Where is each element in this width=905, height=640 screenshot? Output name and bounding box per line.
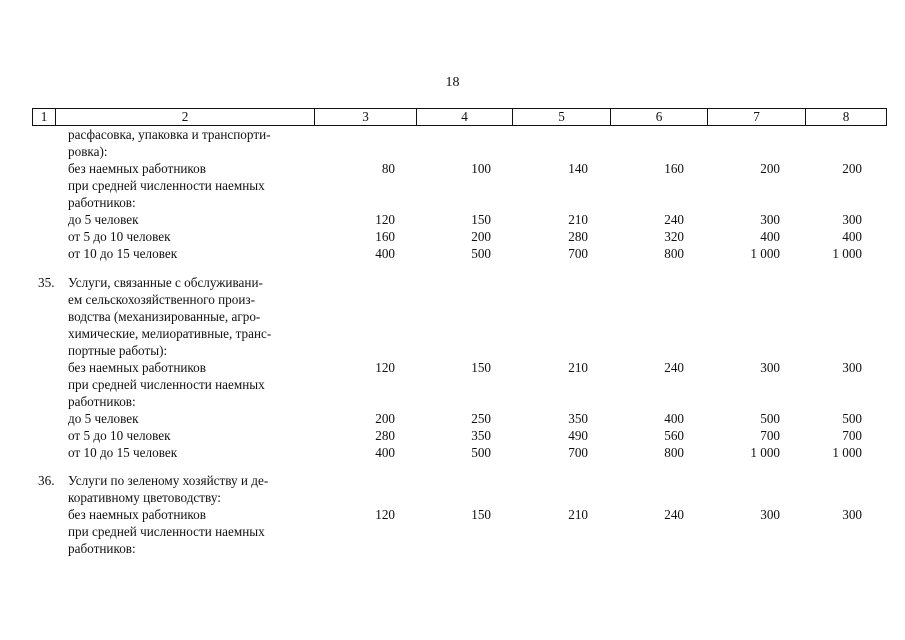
- cell-col-6: 560: [664, 428, 684, 443]
- row-label: без наемных работников: [68, 161, 206, 176]
- cell-col-7: 700: [760, 428, 780, 443]
- cell-col-4: 500: [471, 445, 491, 460]
- cell-col-7: 200: [760, 161, 780, 176]
- cell-col-8: 1 000: [832, 445, 862, 460]
- header-col-3: 3: [314, 108, 416, 126]
- cell-col-4: 250: [471, 411, 491, 426]
- cell-col-6: 800: [664, 246, 684, 261]
- cell-col-8: 1 000: [832, 246, 862, 261]
- table-row: [0, 427, 905, 444]
- row-label: ем сельскохозяйственного произ-: [68, 292, 256, 307]
- cell-col-6: 160: [664, 161, 684, 176]
- cell-col-3: 120: [375, 360, 395, 375]
- table-row: [0, 143, 905, 160]
- table-row: [0, 194, 905, 211]
- cell-col-8: 300: [842, 360, 862, 375]
- row-label: от 5 до 10 человек: [68, 229, 171, 244]
- row-label: до 5 человек: [68, 212, 139, 227]
- table-row: [0, 245, 905, 262]
- table-row: [0, 540, 905, 557]
- cell-col-6: 800: [664, 445, 684, 460]
- table-row: [0, 410, 905, 427]
- cell-col-5: 210: [568, 360, 588, 375]
- page-number: 18: [445, 75, 460, 90]
- table-row: [0, 177, 905, 194]
- header-col-1: 1: [32, 108, 55, 126]
- table-row: [0, 211, 905, 228]
- header-col-8: 8: [805, 108, 887, 126]
- cell-col-6: 240: [664, 212, 684, 227]
- row-label: от 10 до 15 человек: [68, 246, 178, 261]
- table-row: [0, 160, 905, 177]
- row-label: до 5 человек: [68, 411, 139, 426]
- table-row: [0, 308, 905, 325]
- cell-col-3: 400: [375, 445, 395, 460]
- table-row: [0, 376, 905, 393]
- header-col-4: 4: [416, 108, 512, 126]
- cell-col-7: 300: [760, 507, 780, 522]
- table-row: [0, 472, 905, 489]
- section-36: [0, 472, 905, 557]
- table-row: [0, 325, 905, 342]
- cell-col-6: 400: [664, 411, 684, 426]
- row-label: химические, мелиоративные, транс-: [68, 326, 272, 341]
- cell-col-4: 150: [471, 212, 491, 227]
- item-number: 35.: [38, 275, 55, 290]
- row-label: работников:: [68, 541, 136, 556]
- table-row: [0, 228, 905, 245]
- table-row: [0, 489, 905, 506]
- table-row: [0, 506, 905, 523]
- table-row: [0, 523, 905, 540]
- cell-col-4: 350: [471, 428, 491, 443]
- table-row: [0, 126, 905, 143]
- row-label: портные работы):: [68, 343, 168, 358]
- cell-col-5: 490: [568, 428, 588, 443]
- cell-col-4: 200: [471, 229, 491, 244]
- row-label: водства (механизированные, агро-: [68, 309, 261, 324]
- table-row: [0, 444, 905, 461]
- row-label: от 5 до 10 человек: [68, 428, 171, 443]
- cell-col-6: 240: [664, 360, 684, 375]
- table-row: [0, 342, 905, 359]
- cell-col-8: 400: [842, 229, 862, 244]
- cell-col-6: 320: [664, 229, 684, 244]
- cell-col-7: 300: [760, 360, 780, 375]
- row-label: при средней численности наемных: [68, 524, 265, 539]
- row-label: без наемных работников: [68, 507, 206, 522]
- row-label: при средней численности наемных: [68, 178, 265, 193]
- cell-col-3: 80: [381, 161, 395, 176]
- row-label: расфасовка, упаковка и транспорти-: [68, 127, 271, 142]
- section-35: [0, 274, 905, 461]
- row-label: Услуги по зеленому хозяйству и де-: [68, 473, 269, 488]
- section-continuation: [0, 126, 905, 262]
- table-row: [0, 359, 905, 376]
- cell-col-8: 700: [842, 428, 862, 443]
- row-label: коративному цветоводству:: [68, 490, 221, 505]
- header-col-7: 7: [707, 108, 805, 126]
- cell-col-8: 200: [842, 161, 862, 176]
- cell-col-5: 210: [568, 507, 588, 522]
- cell-col-7: 1 000: [750, 246, 780, 261]
- cell-col-7: 400: [760, 229, 780, 244]
- cell-col-5: 280: [568, 229, 588, 244]
- cell-col-4: 150: [471, 507, 491, 522]
- cell-col-5: 700: [568, 445, 588, 460]
- row-label: Услуги, связанные с обслуживани-: [68, 275, 263, 290]
- item-number: 36.: [38, 473, 55, 488]
- cell-col-3: 280: [375, 428, 395, 443]
- cell-col-7: 300: [760, 212, 780, 227]
- table-row: [0, 393, 905, 410]
- cell-col-5: 350: [568, 411, 588, 426]
- cell-col-3: 200: [375, 411, 395, 426]
- header-col-2: 2: [55, 108, 314, 126]
- cell-col-5: 140: [568, 161, 588, 176]
- row-label: при средней численности наемных: [68, 377, 265, 392]
- row-label: ровка):: [68, 144, 108, 159]
- cell-col-4: 500: [471, 246, 491, 261]
- cell-col-3: 120: [375, 507, 395, 522]
- header-col-5: 5: [512, 108, 610, 126]
- table-row: [0, 274, 905, 291]
- row-label: от 10 до 15 человек: [68, 445, 178, 460]
- cell-col-6: 240: [664, 507, 684, 522]
- row-label: без наемных работников: [68, 360, 206, 375]
- cell-col-8: 300: [842, 507, 862, 522]
- cell-col-8: 500: [842, 411, 862, 426]
- cell-col-4: 100: [471, 161, 491, 176]
- row-label: работников:: [68, 195, 136, 210]
- cell-col-8: 300: [842, 212, 862, 227]
- cell-col-5: 700: [568, 246, 588, 261]
- cell-col-3: 120: [375, 212, 395, 227]
- table-row: [0, 291, 905, 308]
- cell-col-3: 160: [375, 229, 395, 244]
- cell-col-7: 500: [760, 411, 780, 426]
- cell-col-3: 400: [375, 246, 395, 261]
- row-label: работников:: [68, 394, 136, 409]
- cell-col-4: 150: [471, 360, 491, 375]
- cell-col-7: 1 000: [750, 445, 780, 460]
- cell-col-5: 210: [568, 212, 588, 227]
- header-col-6: 6: [610, 108, 707, 126]
